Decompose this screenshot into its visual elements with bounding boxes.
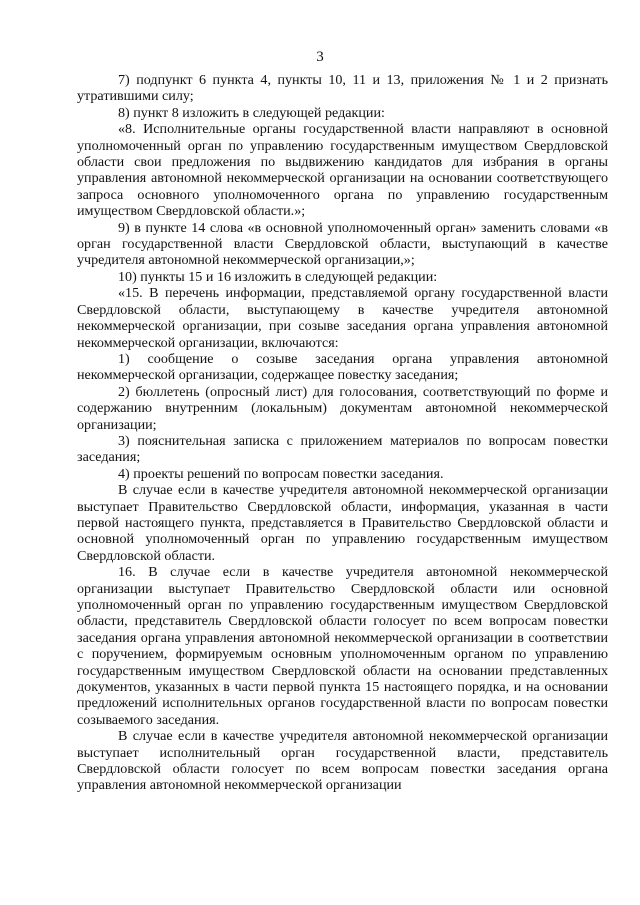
paragraph-list-item-2: 2) бюллетень (опросный лист) для голосования, соответствующий по форме и содержанию внутренним (локальным) документам автономной некоммерческой организации;: [77, 383, 608, 433]
paragraph-list-item-3: 3) пояснительная записка с приложением материалов по вопросам повестки заседания;: [77, 432, 608, 466]
document-body: [77, 72, 608, 794]
paragraph-item-8: 8) пункт 8 изложить в следующей редакции:: [118, 104, 385, 121]
paragraph-item-9: 9) в пункте 14 слова «в основной уполномоченный орган» заменить словами «в орган государственной власти Свердловской области, выступающий в качестве учредителя автономной некоммерческой организации,»;: [77, 219, 608, 269]
paragraph-clause-8-text: «8. Исполнительные органы государственной власти направляют в основной уполномоченный орган по управлению государственным имуществом Свердловской области свои предложения по выдвижению кандидатов для избрания в органы управления автономной некоммерческой организации на основании соответствующего запроса основного уполномоченного органа по управлению государственным имуществом Свердловской области.»;: [77, 121, 608, 220]
page-number: 3: [316, 49, 324, 65]
paragraph-item-7: 7) подпункт 6 пункта 4, пункты 10, 11 и 13, приложения № 1 и 2 признать утратившими силу;: [77, 72, 608, 105]
paragraph-clause-15-part-2: В случае если в качестве учредителя автономной некоммерческой организации выступает Правительство Свердловской области, информация, указанная в части первой настоящего пункта, представляется в Правительство Свердловской области и основной уполномоченный орган по управлению государственным имуществом Свердловской области.: [77, 482, 608, 564]
paragraph-clause-16-text: 16. В случае если в качестве учредителя автономной некоммерческой организации выступает Правительство Свердловской области или основной уполномоченный орган по управлению государственным имуществом Свердловской области, представитель Свердловской области голосует по всем вопросам повестки заседания органа управления автономной некоммерческой организации в соответствии с поручением, формируемым основным уполномоченным органом по управлению государственным имуществом Свердловской области на основании представленных документов, указанных в части первой пункта 15 настоящего порядка, и на основании предложений исполнительных органов государственной власти по вопросам повестки созываемого заседания.: [77, 564, 608, 728]
paragraph-clause-16-part-2: В случае если в качестве учредителя автономной некоммерческой организации выступает исполнительный орган государственной власти, представитель Свердловской области голосует по всем вопросам повестки заседания органа управления автономной некоммерческой организации: [77, 728, 608, 794]
paragraph-list-item-4: 4) проекты решений по вопросам повестки заседания.: [118, 465, 444, 482]
paragraph-clause-15-text: «15. В перечень информации, представляемой органу государственной власти Свердловской области, выступающему в качестве учредителя автономной некоммерческой организации, при созыве заседания органа управления автономной некоммерческой организации, включаются:: [77, 285, 608, 351]
paragraph-list-item-1: 1) сообщение о созыве заседания органа управления автономной некоммерческой организации, содержащее повестку заседания;: [77, 350, 608, 384]
paragraph-item-10: 10) пункты 15 и 16 изложить в следующей редакции:: [118, 268, 438, 285]
